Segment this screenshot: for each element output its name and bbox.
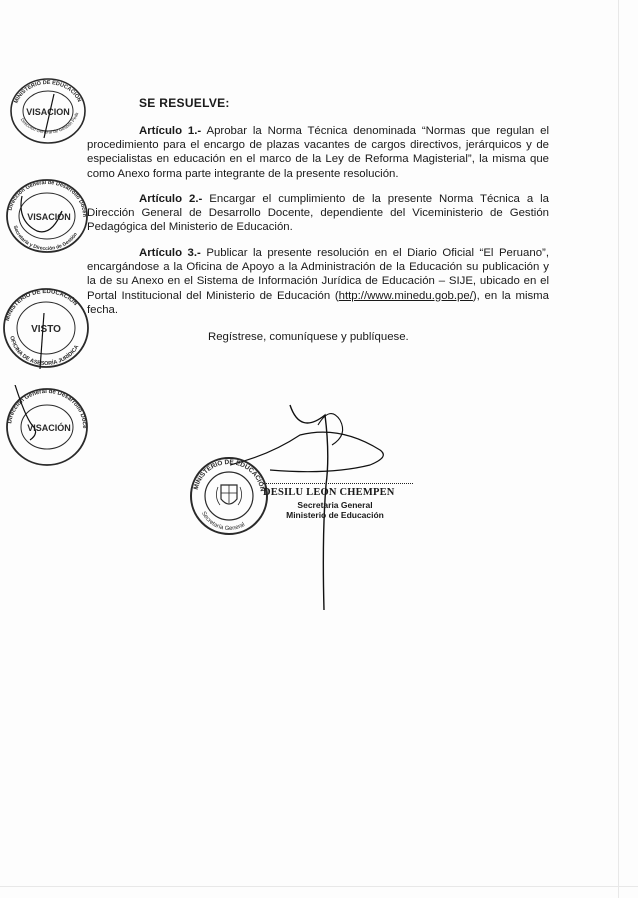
svg-text:VISACION: VISACION bbox=[26, 107, 70, 117]
article-3-label: Artículo 3.- bbox=[139, 247, 201, 259]
svg-text:VISACIÓN: VISACIÓN bbox=[27, 423, 71, 433]
article-1-text: Aprobar la Norma Técnica denominada “Normas que regulan el procedimiento para el encargo de plazas vacantes de cargos directivos, jerárquicos y de especialistas en educación en el marco de la Ley de Reforma Magisterial”, la misma que como Anexo forma parte integrante de la presente resolución. bbox=[87, 125, 549, 180]
svg-text:OFICINA DE ASESORÍA JURÍDICA: OFICINA DE ASESORÍA JURÍDICA bbox=[8, 335, 81, 368]
article-3-text-end: ), en la misma fecha. bbox=[87, 289, 549, 316]
signatory-title: Secretaria General bbox=[297, 500, 373, 510]
article-3 bbox=[87, 246, 549, 317]
svg-text:MINISTERIO DE EDUCACIÓN: MINISTERIO DE EDUCACIÓN bbox=[4, 288, 79, 322]
svg-text:Dirección General de Gestión P: Dirección General de Gestión Peda bbox=[19, 111, 80, 135]
article-1-label: Artículo 1.- bbox=[139, 125, 202, 137]
visacion-stamp-2 bbox=[2, 176, 92, 261]
resolution-heading: SE RESUELVE: bbox=[139, 96, 230, 110]
coat-of-arms-icon bbox=[216, 485, 241, 505]
svg-text:Dirección General de Desarroll: Dirección General de Desarrollo Docen bbox=[7, 179, 88, 218]
svg-text:Secretaría General: Secretaría General bbox=[200, 510, 247, 533]
visacion-stamp-3 bbox=[2, 385, 92, 475]
signatory-block bbox=[263, 483, 423, 520]
article-2-label: Artículo 2.- bbox=[139, 193, 203, 205]
page-edge-right bbox=[618, 0, 619, 898]
svg-text:MINISTERIO DE EDUCACIÓN: MINISTERIO DE EDUCACIÓN bbox=[192, 458, 266, 493]
closing-formula: Regístrese, comuníquese y publíquese. bbox=[208, 331, 409, 343]
article-2-text: Encargar el cumplimiento de la presente Norma Técnica a la Dirección General de Desarrollo Docente, dependiente del Viceministerio de Gestión Pedagógica del Ministerio de Educación. bbox=[87, 193, 549, 234]
article-3-text: Publicar la presente resolución en el Diario Oficial “El Peruano”, encargándose a la Oficina de Apoyo a la Administración de la Educación su publicación y la de su Anexo en el Sistema de Información Jurídica de Educación – SIJE, ubicado en el Portal Institucional del Ministerio de Educación ( bbox=[87, 247, 549, 302]
visacion-stamp-1 bbox=[8, 76, 88, 151]
minedu-portal-link[interactable]: http://www.minedu.gob.pe/ bbox=[338, 289, 473, 302]
svg-text:VISACIÓN: VISACIÓN bbox=[27, 212, 71, 222]
ministry-official-seal bbox=[188, 455, 270, 542]
visto-stamp bbox=[0, 285, 92, 376]
signatory-name: DESILU LEON CHEMPEN bbox=[263, 487, 395, 498]
signature-line bbox=[263, 483, 413, 484]
svg-text:MINISTERIO DE EDUCACIÓN: MINISTERIO DE EDUCACIÓN bbox=[13, 79, 82, 105]
page-edge-bottom bbox=[0, 886, 638, 887]
svg-text:Dirección General de Desarroll: Dirección General de Desarrollo Doce bbox=[7, 388, 88, 429]
article-1 bbox=[87, 124, 549, 181]
signatory-institution: Ministerio de Educación bbox=[286, 510, 384, 520]
svg-text:VISTO: VISTO bbox=[31, 324, 61, 335]
article-2 bbox=[87, 192, 549, 235]
svg-text:Secretaría y Dirección de Gest: Secretaría y Dirección de Gestión bbox=[11, 224, 79, 253]
